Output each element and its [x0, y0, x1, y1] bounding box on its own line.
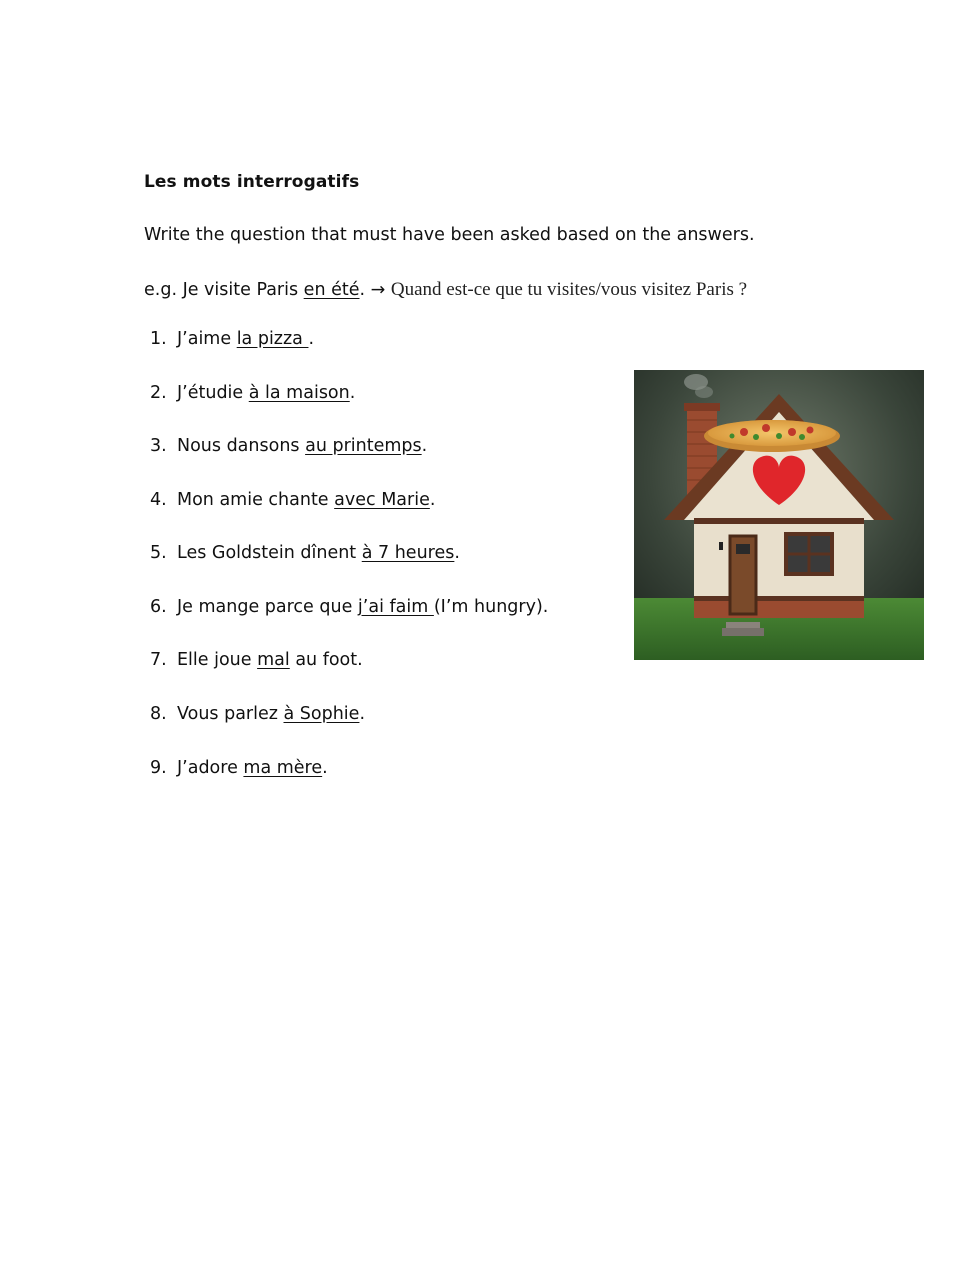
item-text: J’étudie: [177, 383, 249, 403]
item-text: J’aime: [177, 329, 237, 349]
item-end: .: [429, 490, 436, 510]
item-text: Elle joue: [177, 650, 258, 670]
list-item: [150, 436, 427, 456]
item-underlined: mal: [257, 650, 290, 670]
item-text: J’adore: [177, 758, 244, 778]
item-underlined: au printemps: [305, 436, 422, 456]
item-text: Nous dansons: [177, 436, 306, 456]
item-underlined: j’ai faim: [357, 597, 434, 617]
list-item: [150, 650, 363, 670]
item-number: 7.: [150, 650, 167, 670]
item-end: .: [454, 543, 460, 563]
item-end: (I’m hungry).: [433, 597, 549, 617]
item-end: .: [349, 383, 356, 403]
item-underlined: ma mère: [243, 758, 323, 778]
list-item: [150, 758, 328, 778]
item-end: .: [359, 704, 366, 724]
item-number: 8.: [150, 704, 167, 724]
list-item: [150, 490, 435, 510]
item-underlined: avec Marie: [334, 490, 430, 510]
house-pizza-illustration: [634, 370, 924, 660]
example-line: [144, 279, 747, 301]
arrow-icon: →: [365, 280, 391, 300]
page-title: Les mots interrogatifs: [144, 172, 360, 192]
example-suffix: .: [359, 280, 366, 300]
list-item: [150, 329, 314, 349]
item-underlined: à 7 heures: [361, 543, 455, 563]
item-underlined: à la maison: [248, 383, 350, 403]
example-underlined: en été: [303, 280, 360, 300]
item-number: 2.: [150, 383, 167, 403]
item-text: Vous parlez: [177, 704, 284, 724]
example-prefix: e.g. Je visite Paris: [144, 280, 304, 300]
list-item: [150, 597, 548, 617]
item-number: 9.: [150, 758, 167, 778]
list-item: [150, 704, 365, 724]
item-end: .: [322, 758, 328, 778]
item-underlined: la pizza: [236, 329, 309, 349]
item-text: Mon amie chante: [177, 490, 335, 510]
item-number: 4.: [150, 490, 167, 510]
item-text: Je mange parce que: [177, 597, 358, 617]
list-item: [150, 383, 355, 403]
item-end: .: [421, 436, 428, 456]
item-number: 1.: [150, 329, 167, 349]
list-item: [150, 543, 460, 563]
item-number: 6.: [150, 597, 167, 617]
instructions-text: Write the question that must have been asked based on the answers.: [144, 225, 755, 245]
item-number: 3.: [150, 436, 167, 456]
item-end: au foot.: [289, 650, 363, 670]
item-end: .: [308, 329, 315, 349]
item-text: Les Goldstein dînent: [177, 543, 362, 563]
item-underlined: à Sophie: [283, 704, 360, 724]
example-answer: Quand est-ce que tu visites/vous visitez Paris ?: [390, 279, 748, 300]
item-number: 5.: [150, 543, 167, 563]
